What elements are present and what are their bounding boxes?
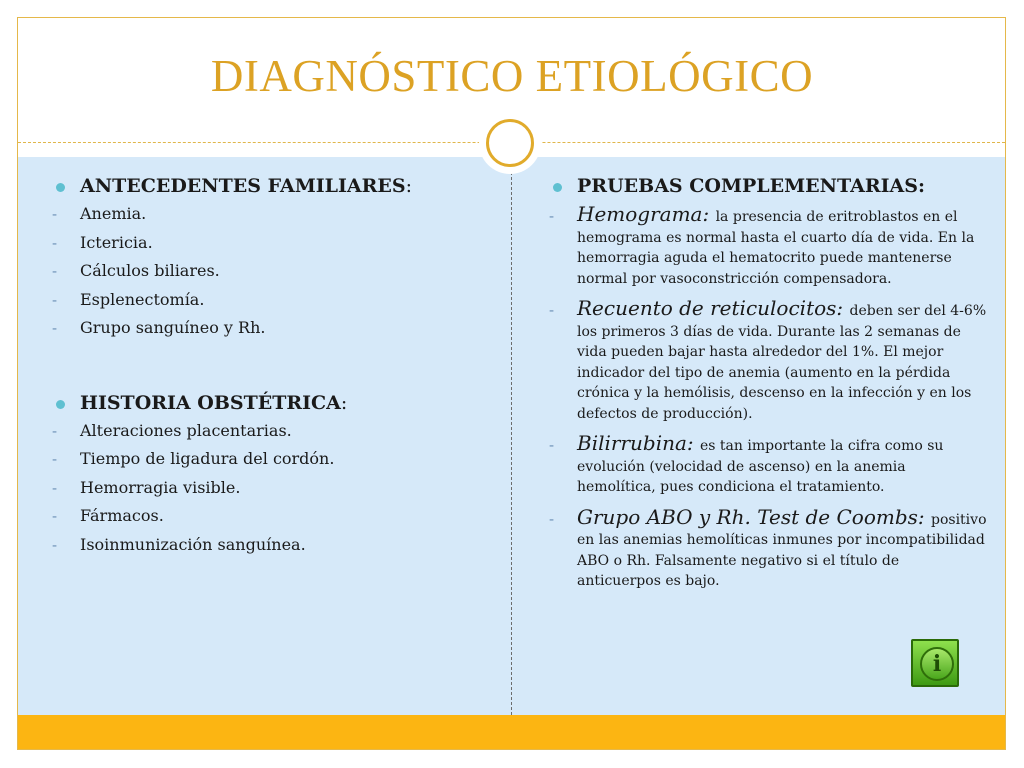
list-item: - Bilirrubina: es tan importante la cifra como su evolución (velocidad de ascenso) en la anemia hemolítica, pues condiciona el tratamiento. xyxy=(549,431,944,495)
section-heading xyxy=(547,172,987,200)
list-item: - Anemia. xyxy=(52,204,147,223)
list-item: - Isoinmunización sanguínea. xyxy=(52,534,306,554)
left-column xyxy=(50,172,500,559)
test-term: Grupo ABO y Rh. Test de Coombs: xyxy=(577,504,925,529)
heading-text: PRUEBAS COMPLEMENTARIAS: xyxy=(577,175,925,197)
family-history-list xyxy=(50,200,500,343)
column-divider xyxy=(511,162,512,715)
list-item: - Cálculos biliares. xyxy=(52,261,220,280)
test-term: Bilirrubina: xyxy=(577,431,694,455)
list-item: - Grupo ABO y Rh. Test de Coombs: positivo en las anemias hemolíticas inmunes por incompatibilidad ABO o Rh. Falsamente negativo si el título de anticuerpos es bajo. xyxy=(549,504,987,589)
info-button[interactable] xyxy=(911,639,959,687)
list-item: - Hemorragia visible. xyxy=(52,477,241,497)
bullet-icon xyxy=(56,400,65,409)
medallion-ring-icon xyxy=(486,119,534,167)
list-item: - Alteraciones placentarias. xyxy=(52,420,292,440)
list-item: - Esplenectomía. xyxy=(52,289,205,309)
test-term: Recuento de reticulocitos xyxy=(577,296,837,320)
section-heading: ANTECEDENTES FAMILIARES: xyxy=(50,172,500,200)
list-item: - Tiempo de ligadura del cordón. xyxy=(52,449,335,468)
info-icon: i xyxy=(920,647,954,681)
list-item: - Grupo sanguíneo y Rh. xyxy=(52,318,266,337)
bullet-icon xyxy=(553,183,562,192)
list-item: - Hemograma: la presencia de eritroblastos en el hemograma es normal hasta el cuarto día de vida. En la hemorragia aguda el hematocrito puede mantenerse normal por vasoconstricción compensadora. xyxy=(549,202,975,287)
list-item: - Recuento de reticulocitos: deben ser del 4-6% los primeros 3 días de vida. Durante las 2 semanas de vida pueden bajar hasta alrededor del 1%. El mejor indicador del tipo de anemia (aumento en la pérdida crónica y la hemólisis, descenso en la infección y en los defectos de producción). xyxy=(549,296,987,422)
decorative-medallion xyxy=(479,112,541,174)
footer-band xyxy=(18,715,1005,749)
right-column xyxy=(547,172,987,601)
list-item: - Fármacos. xyxy=(52,506,164,525)
bullet-icon xyxy=(56,183,65,192)
obstetric-history-list xyxy=(50,417,500,560)
list-item: - Ictericia. xyxy=(52,232,153,252)
heading-text: HISTORIA OBSTÉTRICA xyxy=(80,391,341,414)
complementary-tests-list xyxy=(547,204,987,592)
test-term: Hemograma xyxy=(577,202,703,226)
section-heading: HISTORIA OBSTÉTRICA: xyxy=(50,389,500,417)
heading-text: ANTECEDENTES FAMILIARES xyxy=(80,175,406,197)
slide-title: DIAGNÓSTICO ETIOLÓGICO xyxy=(210,51,814,101)
